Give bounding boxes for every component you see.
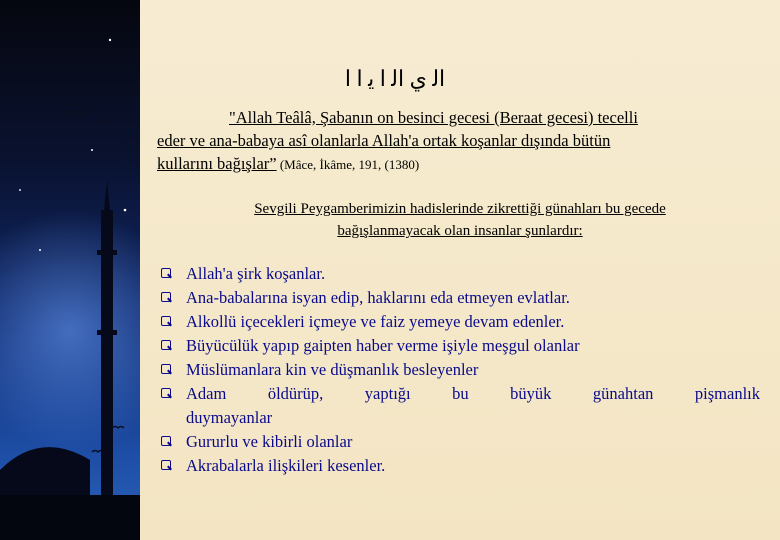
minaret-balcony — [97, 250, 117, 255]
checkbox-bullet-icon — [160, 291, 172, 304]
night-scene-decoration — [0, 0, 140, 540]
list-item — [160, 310, 760, 334]
list-item-text: Büyücülük yapıp gaipten haber verme işiyle meşgul olanlar — [186, 336, 580, 355]
star — [91, 149, 93, 151]
minaret-balcony — [97, 330, 117, 335]
list-item-text: Alkollü içecekleri içmeye ve faiz yemeye devam edenler. — [186, 312, 565, 331]
checkbox-bullet-icon — [160, 339, 172, 352]
quote-line-text: eder ve ana-babaya asî olanlarla Allah'a ortak koşanlar dışında bütün — [157, 131, 611, 150]
minaret-tower — [101, 210, 113, 540]
list-item — [160, 286, 760, 310]
checkbox-bullet-icon — [160, 363, 172, 376]
minaret-spire — [104, 180, 110, 210]
list-item — [160, 382, 760, 430]
intro-line: Sevgili Peygamberimizin hadislerinde zikrettiği günahları bu gecede — [254, 201, 666, 217]
checkbox-bullet-icon — [160, 315, 172, 328]
list-item-text: Müslümanlara kin ve düşmanlık besleyenler — [186, 360, 479, 379]
checkbox-bullet-icon — [160, 267, 172, 280]
list-item — [160, 334, 760, 358]
star — [19, 189, 21, 191]
list-item — [160, 358, 760, 382]
intro-text — [175, 198, 745, 242]
quote-line-text: kullarını bağışlar” — [157, 154, 277, 173]
hadith-quote — [157, 106, 757, 176]
list-item — [160, 430, 760, 454]
list-item-text: Allah'a şirk koşanlar. — [186, 264, 326, 283]
list-item-text: Adam öldürüp, yaptığı bu büyük günahtan pişmanlık — [186, 384, 760, 403]
quote-source: (Mâce, İkâme, 191, (1380) — [276, 157, 420, 172]
quote-line — [157, 106, 757, 129]
sky-glow — [0, 210, 140, 450]
checkbox-bullet-icon — [160, 387, 172, 400]
arabic-heading: ﺍﻟ ﻱ ﺍﻟ ﺍ ﻳ ﺍ ﺍ — [344, 66, 446, 91]
star — [124, 209, 127, 212]
quote-line-text: "Allah Teâlâ, Şabanın on besinci gecesi (Beraat gecesi) tecelli — [229, 108, 638, 127]
bird-icon — [64, 109, 88, 116]
list-item-text: Gururlu ve kibirli olanlar — [186, 432, 353, 451]
quote-line — [157, 152, 757, 176]
checkbox-bullet-icon — [160, 459, 172, 472]
list-item-text: Ana-babalarına isyan edip, haklarını eda etmeyen evlatlar. — [186, 288, 570, 307]
list-item — [160, 262, 760, 286]
star — [39, 249, 41, 251]
list-item-continuation: duymayanlar — [186, 408, 273, 427]
list-item-text: Akrabalarla ilişkileri kesenler. — [186, 456, 386, 475]
night-scene-image — [0, 0, 140, 540]
crescent-moon-icon — [5, 12, 58, 118]
sins-list — [160, 262, 760, 478]
intro-line: bağışlanmayacak olan insanlar şunlardır: — [337, 223, 583, 239]
star — [109, 39, 111, 41]
quote-line — [157, 129, 757, 152]
list-item — [160, 454, 760, 478]
checkbox-bullet-icon — [160, 435, 172, 448]
bird-icon — [98, 121, 110, 123]
ground-silhouette — [0, 495, 140, 540]
